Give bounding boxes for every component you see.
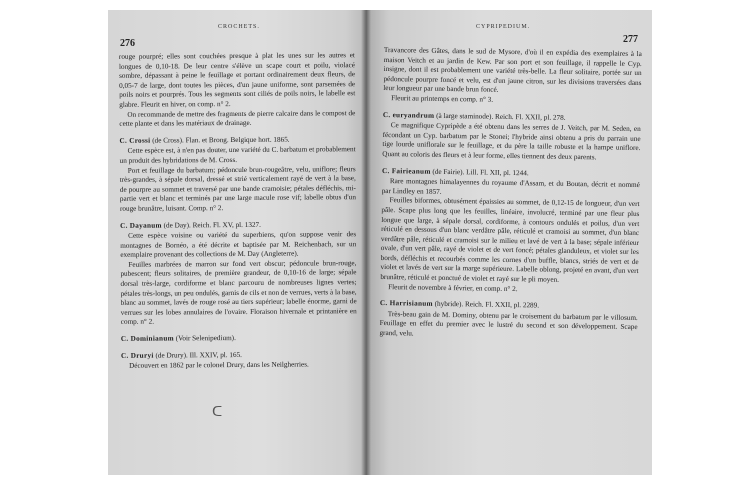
species-heading: [121, 333, 357, 344]
book-gutter: [361, 10, 371, 475]
margin-pencil-mark: ᑕ: [212, 404, 223, 420]
paragraph: Cette espèce voisine ou variété du superbiens, qu'on suppose venir des montagnes de Bornéo, a été décrite et baptisée par M. Reichenbach, sur un exemplaire provenant des collections de M. Day (Angleterre).: [120, 230, 357, 260]
species-name: C. Harrisianum: [379, 299, 433, 309]
species-heading: [120, 220, 356, 231]
species-name: C. Druryi: [120, 351, 154, 360]
paragraph: Découvert en 1862 par le colonel Drury, dans les Neilgherries.: [129, 360, 309, 370]
paragraph: Feuilles marbrées de marron sur fond vert obscur; pédoncule brun-rouge, pubescent; fleurs solitaires, de première grandeur, de 0,10-16 de large; sépale dorsal très-large, cordiforme et blanc parcouru de nombreuses lignes vertes; pétales très-longs, un peu ondulés, garnis de cils et non de verrues, verts à la base, blanc au sommet, lavés de rouge rosé au tiers supérieur; labelle énorme, garni de verrues sur les lobes annulaires de l'ovaire. Floraison hivernale et printanière en comp. n° 2.: [120, 259, 357, 327]
species-reference: (de Fairie). Lill. Fl. XII, pl. 1244.: [432, 167, 529, 177]
paragraph: Fleurit de novembre à février, en comp. n° 2.: [388, 282, 518, 293]
species-name: C. Crossi: [119, 136, 151, 145]
page-number: 277: [623, 34, 638, 45]
paragraph: Port et feuillage du barbatum; pédoncule brun-rougeâtre, velu, uniflore; fleurs très-grandes, à sépale dorsal, dressé et strié verticalement rayé de vert à la base, de pourpre au sommet et traversé par une bande cramoisie; pétales défléchis, mi-partie vert et blanc et terminés par une large macule rose vif; labelle obtus d'un rouge brunâtre, luisant. Comp. n° 2.: [119, 164, 356, 213]
species-heading: [121, 350, 357, 361]
running-head: CROCHETS.: [218, 24, 260, 30]
paragraph: Cette espèce est, à n'en pas douter, une variété du C. barbatum et probablement un produit des hybridations de M. Cross.: [119, 145, 356, 165]
species-reference: (de Drury). Ill. XXIV, pl. 165.: [155, 350, 242, 360]
running-head: CYPRIPEDIUM.: [476, 24, 531, 30]
paragraph: Feuilles biformes, obtusément épaissies au sommet, de 0,12-15 de longueur, d'un vert pâle. Scape plus long que les feuilles, linéaire, involucré, terminé par une fleur plus longue que large, à sépale dorsal, cordiforme, à contours ondulés et poilus, d'un vert réticulé en dessous d'un blanc verdâtre pâle, réticulé et cramoisi au sommet, d'un blanc verdâtre pâle, réticulé et cramoisi sur le milieu et lavé de vert à la base; sépale inférieur ovale, d'un vert pâle, rayé de violet et de vert foncé; pétales glanduleux, et violet sur les bords, défléchis et recourbés comme les cornes d'un buffle, blancs, striés de vert et de violet et lavés de vert sur la marge supérieure. Labelle oblong, projeté en avant, d'un vert brunâtre, réticulé et ponctué de violet et rayé sur le pli moyen.: [380, 196, 640, 284]
left-page: [108, 10, 366, 475]
paragraph: Très-beau gain de M. Dominy, obtenu par le croisement du barbatum par le villosum. Feuillage en effet du premier avec le lustré du second et son développement. Scape grand, velu.: [379, 309, 638, 338]
paragraph: Ce magnifique Cypripède a été obtenu dans les serres de J. Veitch, par M. Seden, en fécondant un Cyp. barbatum par le Stonei; l'hybride ainsi obtenu a pris du parrain une tige lourde uniflorale sur le feuillage, et du père la taille robuste et la hampe uniflore. Quant au coloris des fleurs et à leur forme, elles tiennent des deux parents.: [382, 121, 641, 162]
page-text: [379, 46, 642, 343]
species-name: C. euryandrum: [382, 110, 435, 120]
page-number: 276: [120, 38, 135, 49]
paragraph: rouge pourpré; elles sont couchées presque à plat les unes sur les autres et longues de 0,10-18. De leur centre s'élève un scape court et poilu, violacé sombre, dépassant à peine le feuillage et portant ordinairement deux fleurs, de 0,05-7 de large, dont toutes les pièces, d'un jaune uniforme, sont parsemées de poils noirs et pourprés. Tous les segments sont ciliés de poils noirs, le labelle est glabre. Fleurit en hiver, on comp. n° 2.: [118, 51, 356, 109]
paragraph: On recommande de mettre des fragments de pierre calcaire dans le compost de cette plante et dans les matériaux de drainage.: [119, 108, 356, 128]
species-name: C. Fairieanum: [381, 166, 431, 176]
right-page: [366, 10, 652, 475]
page-text: [119, 51, 357, 371]
species-name: C. Dayanum: [120, 221, 162, 230]
paragraph: Rare montagnes himalayennes du royaume d'Assam, et du Boutan, décrit et nommé par Lindley en 1857.: [381, 177, 640, 196]
species-reference: (Voir Selenipedium).: [175, 334, 236, 343]
species-heading: [119, 135, 355, 146]
species-reference: (de Day). Reich. Fl. XV, pl. 1327.: [163, 220, 261, 230]
species-reference: (à large staminode). Reich. Fl. XXII, pl. 278.: [436, 111, 566, 122]
species-name: C. Dominianum: [120, 334, 174, 343]
paragraph: Fleurit au printemps en comp. n° 3.: [391, 94, 494, 104]
paragraph: Travancore des Gâtes, dans le sud de Mysore, d'où il en expédia des exemplaires à la maison Veitch et au jardin de Kew. Par son port et son feuillage, il rappelle le Cyp. insigne, dont il est probablement une variété très-belle. La fleur solitaire, portée sur un pédoncule pourpre foncé et velu, est d'un jaune citron, sur les divisions traversées dans leur longueur par une bande brun foncé.: [383, 46, 642, 95]
species-reference: (de Cross). Flan. et Brong. Belgique hort. 1865.: [152, 135, 290, 145]
book-spread: [108, 10, 652, 475]
species-reference: (hybride). Reich. Fl. XXII, pl. 2289.: [434, 300, 540, 310]
